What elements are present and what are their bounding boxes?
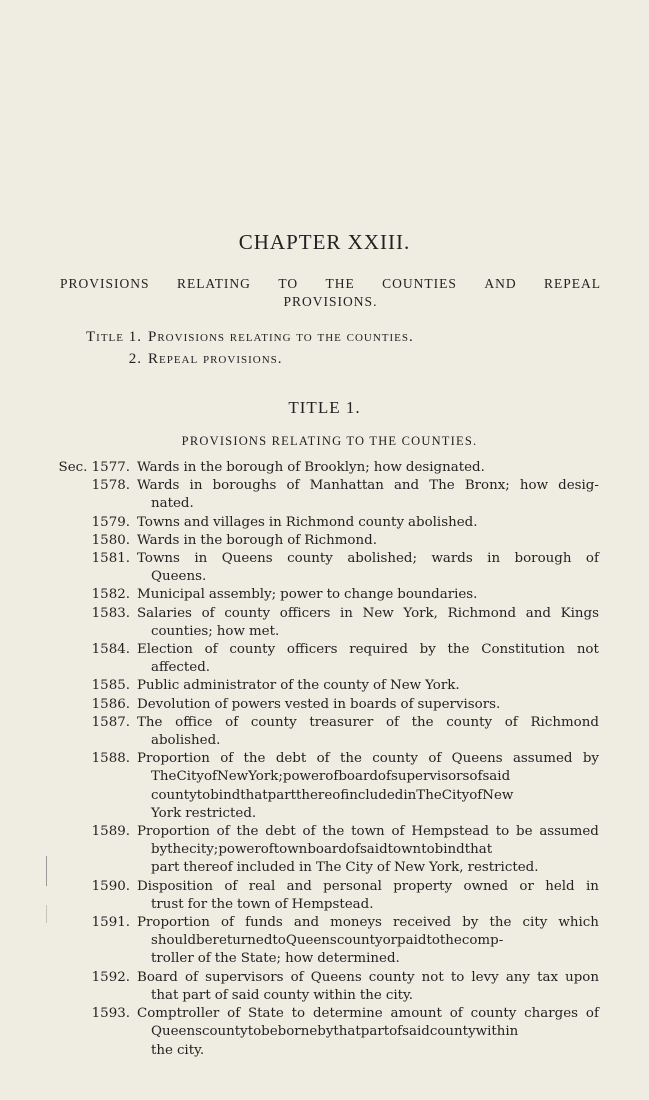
section-title	[137, 1005, 599, 1060]
section-title	[137, 477, 599, 513]
section-entry	[56, 696, 599, 714]
section-entry	[56, 750, 599, 823]
section-table-of-contents	[56, 459, 599, 1060]
section-title	[137, 696, 599, 714]
section-number: 1586.	[91, 696, 130, 712]
section-number: 1581.	[91, 551, 130, 567]
subheading-word: PROVISIONS	[60, 276, 150, 291]
section-entry	[56, 823, 599, 878]
section-title-line: abolished.	[151, 733, 221, 749]
subheading-word: REPEAL	[543, 276, 601, 291]
section-number: 1578.	[91, 478, 130, 494]
section-title-line: TheCityofNewYork;powerofboardofsupervisorsofsaid	[151, 769, 511, 785]
section-title-line: Public administrator of the county of New York.	[137, 678, 460, 694]
section-title-line: nated.	[151, 496, 194, 512]
section-title-line: Towns in Queens county abolished; wards in borough of	[137, 551, 599, 567]
section-number: 1585.	[91, 678, 130, 694]
section-title-line: Board of supervisors of Queens county not to levy any tax upon	[137, 969, 599, 985]
section-number: 1582.	[91, 587, 130, 603]
margin-mark	[46, 905, 47, 923]
section-entry	[56, 714, 599, 750]
section-title	[137, 532, 599, 550]
section-number: 1591.	[91, 915, 130, 931]
section-title-line: Wards in the borough of Richmond.	[137, 532, 377, 548]
subheading-line-1	[60, 275, 601, 293]
section-title-line: counties; how met.	[151, 623, 280, 639]
section-title	[137, 550, 599, 586]
section-title	[137, 750, 599, 823]
section-entry	[56, 532, 599, 550]
section-title-line: the city.	[151, 1042, 205, 1058]
section-title-line: Proportion of the debt of the town of Hempstead to be assumed	[137, 824, 599, 840]
subheading-word: THE	[325, 276, 355, 291]
section-entry	[56, 477, 599, 513]
section-number: Sec. 1577.	[58, 460, 130, 475]
section-title-line: countytobindthatpartthereofincludedinTheCityofNew	[151, 787, 514, 803]
subheading-word: COUNTIES	[382, 276, 457, 291]
section-entry	[56, 878, 599, 914]
subheading-word: TO	[278, 276, 299, 291]
section-entry	[56, 550, 599, 586]
section-title	[137, 677, 599, 695]
section-title	[137, 641, 599, 677]
section-title-line: Comptroller of State to determine amount of county charges of	[137, 1006, 599, 1022]
chapter-heading: CHAPTER XXIII.	[238, 230, 411, 254]
section-title-line: Municipal assembly; power to change boundaries.	[137, 587, 478, 603]
section-title-line: Devolution of powers vested in boards of supervisors.	[137, 696, 501, 712]
section-title	[137, 514, 599, 532]
section-title	[137, 823, 599, 878]
section-title-line: trust for the town of Hempstead.	[151, 896, 374, 912]
section-number: 1589.	[91, 824, 130, 840]
section-title-line: Election of county officers required by the Constitution not	[137, 642, 599, 658]
section-title-line: Wards in boroughs of Manhattan and The Bronx; how desig-	[137, 478, 599, 494]
section-entry	[56, 914, 599, 969]
section-number: 1593.	[91, 1006, 130, 1022]
section-title-line: Queenscountytobebornebythatpartofsaidcountywithin	[151, 1024, 519, 1040]
section-entry	[56, 514, 599, 532]
section-title	[137, 969, 599, 1005]
section-title-line: Proportion of the debt of the county of Queens assumed by	[137, 751, 599, 767]
section-entry	[56, 641, 599, 677]
title-number: Title 1.	[86, 329, 142, 345]
section-title-line: Towns and villages in Richmond county abolished.	[137, 514, 478, 530]
section-entry	[56, 677, 599, 695]
title-text: Provisions relating to the counties.	[148, 329, 414, 345]
section-title	[137, 586, 599, 604]
subheading-line-2: PROVISIONS.	[283, 294, 378, 309]
section-entry	[56, 605, 599, 641]
section-entry	[56, 586, 599, 604]
section-title-line: Disposition of real and personal property owned or held in	[137, 878, 599, 894]
section-number: 1592.	[91, 969, 130, 985]
margin-mark	[46, 856, 47, 886]
title-heading: TITLE 1.	[288, 398, 361, 417]
chapter-subheading	[60, 275, 601, 311]
section-title-line: Wards in the borough of Brooklyn; how designated.	[137, 460, 485, 475]
section-number: 1584.	[91, 642, 130, 658]
section-title-line: troller of the State; how determined.	[151, 951, 400, 967]
section-title	[137, 714, 599, 750]
section-number: 1583.	[91, 605, 130, 621]
section-title-line: York restricted.	[151, 805, 257, 821]
title-list-item	[60, 351, 414, 373]
title-list-item	[60, 329, 414, 351]
section-entry	[56, 969, 599, 1005]
section-title-line: bythecity;poweroftownboardofsaidtowntobindthat	[151, 842, 493, 858]
section-title-line: part thereof included in The City of New York, restricted.	[151, 860, 539, 876]
subheading-word: AND	[484, 276, 517, 291]
section-title-line: Salaries of county officers in New York, Richmond and Kings	[137, 605, 599, 621]
title-list	[60, 329, 414, 373]
section-number: 1579.	[91, 514, 130, 530]
section-title-line: Queens.	[151, 569, 207, 585]
section-entry	[56, 1005, 599, 1060]
section-title	[137, 914, 599, 969]
section-title-line: The office of county treasurer of the county of Richmond	[137, 714, 599, 730]
section-number: 1587.	[91, 714, 130, 730]
section-number: 1590.	[91, 878, 130, 894]
section-number: 1580.	[91, 532, 130, 548]
title-number: 2.	[128, 351, 142, 367]
section-title-line: that part of said county within the city.	[151, 987, 414, 1003]
section-title	[137, 878, 599, 914]
subheading-word: RELATING	[176, 276, 251, 291]
title-text: Repeal provisions.	[148, 351, 283, 367]
section-title	[137, 459, 599, 477]
section-number: 1588.	[91, 751, 130, 767]
section-title	[137, 605, 599, 641]
title-subheading: PROVISIONS RELATING TO THE COUNTIES.	[181, 434, 478, 448]
section-title-line: affected.	[151, 660, 211, 676]
section-title-line: shouldbereturnedtoQueenscountyorpaidtothecomp-	[151, 933, 504, 949]
section-title-line: Proportion of funds and moneys received by the city which	[137, 915, 599, 931]
section-entry	[56, 459, 599, 477]
